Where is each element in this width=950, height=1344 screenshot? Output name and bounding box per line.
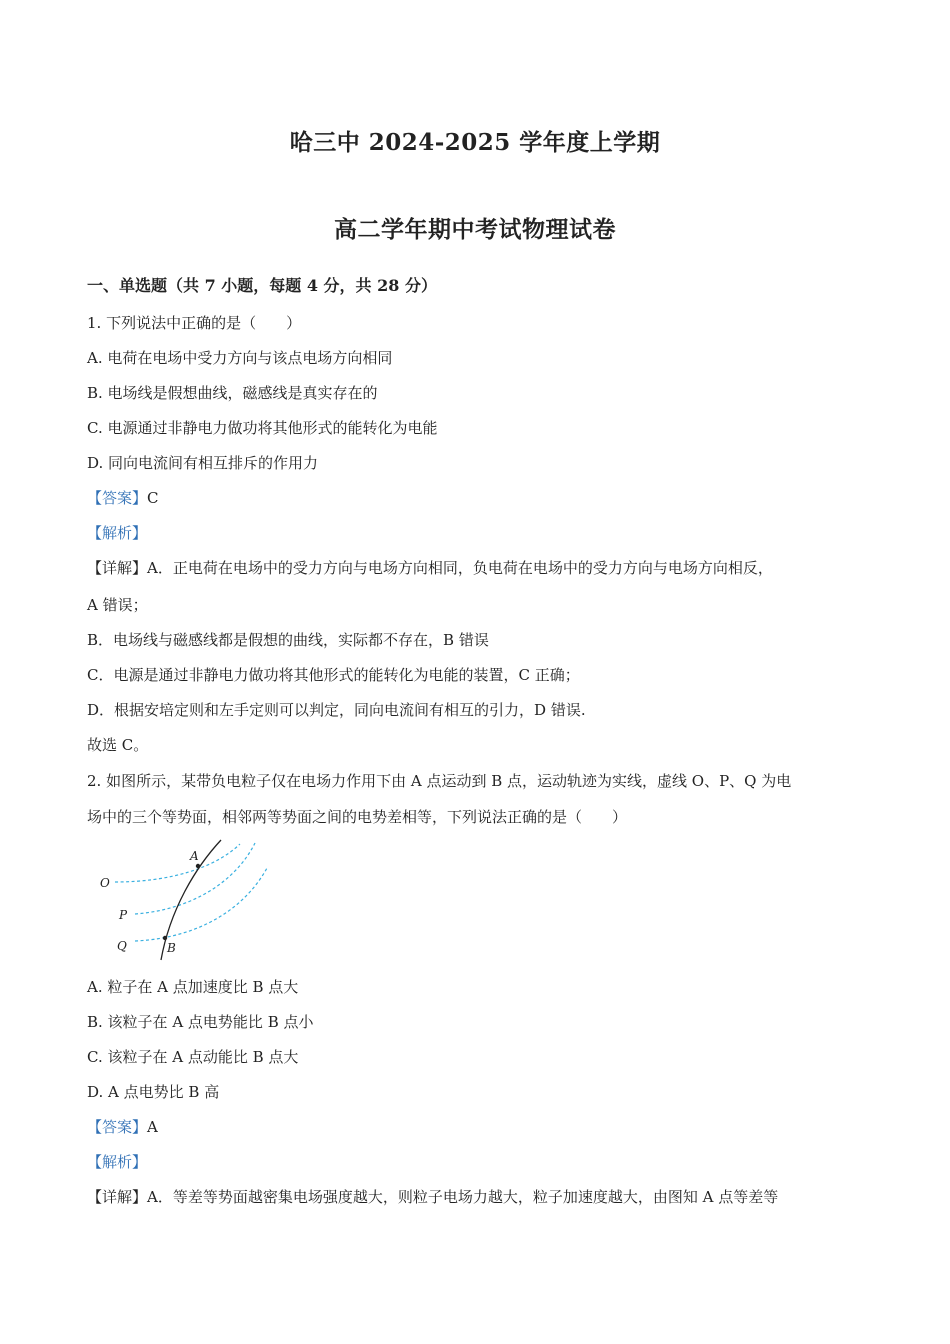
answer-value: C <box>147 489 159 507</box>
q1-detail-a-line2: A 错误； <box>87 596 148 614</box>
q2-option-a: A. 粒子在 A 点加速度比 B 点大 <box>87 978 299 996</box>
section-heading: 一、单选题（共 7 小题，每题 4 分，共 28 分） <box>87 276 437 295</box>
point-a-dot <box>196 864 200 868</box>
label-b: B <box>167 941 176 955</box>
q2-answer <box>87 1117 877 1137</box>
point-b-dot <box>163 936 167 940</box>
q2-option-c: C. 该粒子在 A 点动能比 B 点大 <box>87 1048 299 1066</box>
label-q: Q <box>117 939 127 953</box>
q2-option-d: D. A 点电势比 B 高 <box>87 1083 220 1101</box>
detail-tag: 【详解】 <box>87 559 148 577</box>
q2-analysis <box>87 1152 877 1172</box>
q1-detail-b: B．电场线与磁感线都是假想的曲线，实际都不存在，B 错误 <box>87 631 489 649</box>
equipotential-o <box>115 844 240 882</box>
label-a: A <box>190 849 199 863</box>
label-o: O <box>100 876 110 890</box>
q2-stem-line2: 场中的三个等势面，相邻两等势面之间的电势差相等，下列说法正确的是（ ） <box>87 808 628 826</box>
q1-stem: 1. 下列说法中正确的是（ ） <box>87 314 302 332</box>
analysis-tag: 【解析】 <box>87 524 148 542</box>
q2-option-b: B. 该粒子在 A 点电势能比 B 点小 <box>87 1013 314 1031</box>
label-p: P <box>119 908 128 922</box>
answer-tag: 【答案】 <box>87 489 148 507</box>
q2-stem-line1: 2. 如图所示，某带负电粒子仅在电场力作用下由 A 点运动到 B 点，运动轨迹为实线，虚线 O、P、Q 为电 <box>87 772 792 790</box>
q1-option-b: B. 电场线是假想曲线，磁感线是真实存在的 <box>87 384 378 402</box>
detail-text: A．等差等势面越密集电场强度越大，则粒子电场力越大，粒子加速度越大，由图知 A 点等差等 <box>147 1188 779 1206</box>
q1-answer <box>87 488 877 508</box>
q1-conclusion: 故选 C。 <box>87 736 149 754</box>
exam-title: 哈三中 2024-2025 学年度上学期 <box>289 129 661 156</box>
answer-tag: 【答案】 <box>87 1118 148 1136</box>
q1-detail-c: C．电源是通过非静电力做功将其他形式的能转化为电能的装置，C 正确； <box>87 666 580 684</box>
detail-tag: 【详解】 <box>87 1188 148 1206</box>
q2-detail-a-line1 <box>87 1187 877 1207</box>
exam-subtitle: 高二学年期中考试物理试卷 <box>334 216 616 243</box>
analysis-tag: 【解析】 <box>87 1153 148 1171</box>
equipotential-figure <box>95 838 275 966</box>
q1-option-d: D. 同向电流间有相互排斥的作用力 <box>87 454 319 472</box>
detail-text: A．正电荷在电场中的受力方向与电场方向相同，负电荷在电场中的受力方向与电场方向相反， <box>147 559 773 577</box>
q1-detail-d: D．根据安培定则和左手定则可以判定，同向电流间有相互的引力，D 错误. <box>87 701 586 719</box>
q1-detail-a-line1 <box>87 558 877 578</box>
q1-option-a: A. 电荷在电场中受力方向与该点电场方向相同 <box>87 349 393 367</box>
answer-value: A <box>147 1118 158 1136</box>
q1-option-c: C. 电源通过非静电力做功将其他形式的能转化为电能 <box>87 419 438 437</box>
q1-analysis <box>87 523 877 543</box>
